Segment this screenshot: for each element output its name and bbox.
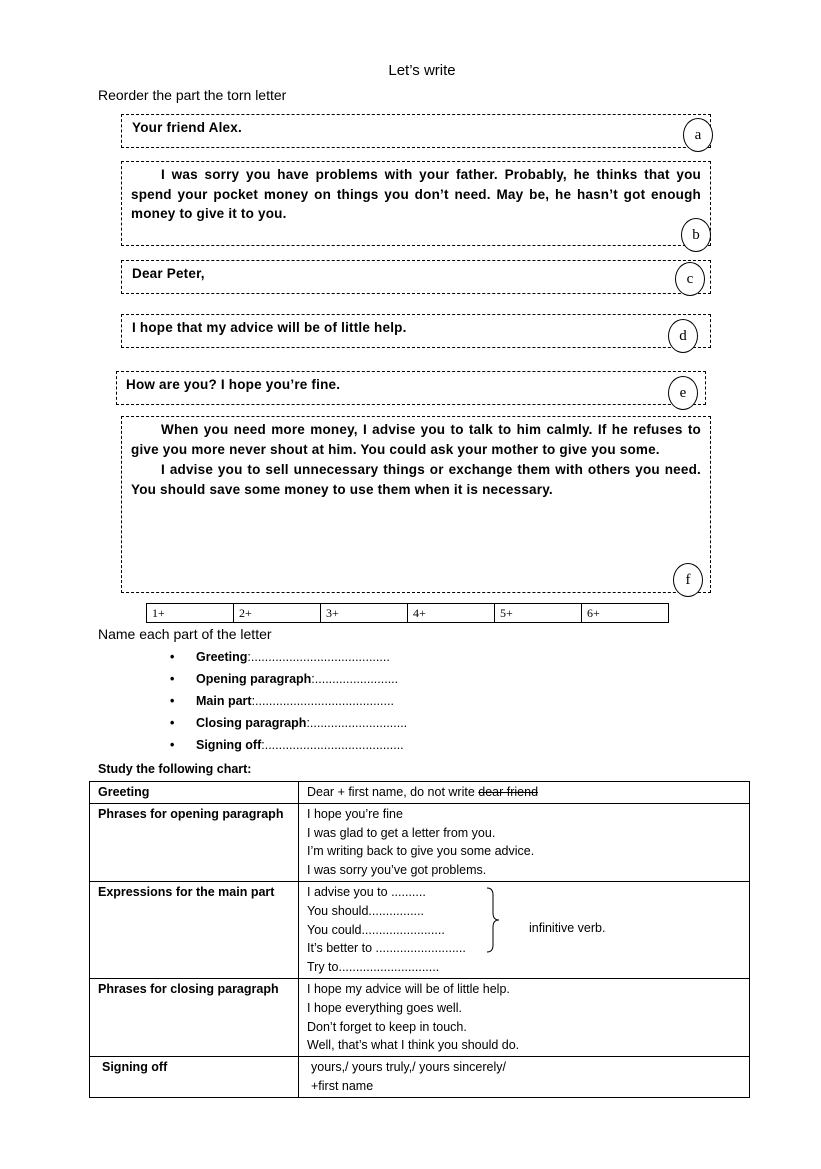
list-item: • Greeting:........................................ (170, 650, 390, 664)
letter-part-e-text: How are you? I hope you’re fine. (126, 377, 341, 392)
chart-cell-closing: I hope my advice will be of little help. I hope everything goes well. Don’t forget to keep in touch. Well, that’s what I think you should do. (299, 978, 750, 1056)
bullet-icon: • (170, 716, 175, 730)
order-cell-5[interactable]: 5+ (495, 604, 582, 623)
letter-part-c-text: Dear Peter, (132, 266, 205, 281)
infinitive-note: infinitive verb. (529, 920, 606, 935)
chart-label-opening: Phrases for opening paragraph (90, 803, 299, 881)
chart-cell-greeting: Dear + first name, do not write dear friend (299, 782, 750, 804)
instruction: Reorder the part the torn letter (98, 87, 287, 103)
list-item: • Main part:........................................ (170, 694, 394, 708)
page-title: Let’s write (388, 62, 456, 79)
name-parts-list (170, 650, 407, 760)
order-cell-4[interactable]: 4+ (408, 604, 495, 623)
label-circle-d: d (668, 319, 698, 353)
chart-cell-main: I advise you to .......... You should................ You could........................ It’s better to .......................... Try to............................. infinitive verb. (299, 881, 750, 978)
table-row (90, 1057, 750, 1098)
bullet-icon: • (170, 694, 175, 708)
list-item: • Signing off:........................................ (170, 738, 404, 752)
order-cell-1[interactable]: 1+ (147, 604, 234, 623)
label-circle-f: f (673, 563, 703, 597)
chart-label-main: Expressions for the main part (90, 881, 299, 978)
bullet-icon: • (170, 650, 175, 664)
letter-part-f-text: When you need more money, I advise you to talk to him calmly. If he refuses to give you more never shout at him. You could ask your mother to give you some. I advise you to sell unnecessary things or exchange them with others you need. You should save some money to use them when it is necessary. (131, 422, 701, 497)
phrases-chart (89, 781, 750, 1098)
chart-label-closing: Phrases for closing paragraph (90, 978, 299, 1056)
table-row (90, 803, 750, 881)
letter-part-d-text: I hope that my advice will be of little help. (132, 320, 407, 335)
chart-cell-opening: I hope you’re fine I was glad to get a letter from you. I’m writing back to give you some advice. I was sorry you’ve got problems. (299, 803, 750, 881)
label-circle-a: a (683, 118, 713, 152)
label-circle-c: c (675, 262, 705, 296)
curly-brace-icon (485, 887, 501, 953)
table-row (90, 978, 750, 1056)
order-table (146, 603, 669, 623)
bullet-icon: • (170, 672, 175, 686)
label-circle-e: e (668, 376, 698, 410)
table-row (90, 881, 750, 978)
name-parts-heading: Name each part of the letter (98, 626, 272, 642)
list-item: • Opening paragraph:........................ (170, 672, 399, 686)
chart-label-signing: Signing off (90, 1057, 299, 1098)
chart-cell-signing: yours,/ yours truly,/ yours sincerely/ +first name (299, 1057, 750, 1098)
order-cell-6[interactable]: 6+ (582, 604, 669, 623)
order-cell-3[interactable]: 3+ (321, 604, 408, 623)
letter-part-b-text: I was sorry you have problems with your father. Probably, he thinks that you spend your pocket money on things you don’t need. May be, he hasn’t got enough money to give it to you. (131, 167, 701, 221)
chart-label-greeting: Greeting (90, 782, 299, 804)
label-circle-b: b (681, 218, 711, 252)
letter-part-a-text: Your friend Alex. (132, 120, 242, 135)
list-item: • Closing paragraph:............................ (170, 716, 408, 730)
order-cell-2[interactable]: 2+ (234, 604, 321, 623)
table-row (90, 782, 750, 804)
study-heading: Study the following chart: (98, 762, 252, 776)
bullet-icon: • (170, 738, 175, 752)
